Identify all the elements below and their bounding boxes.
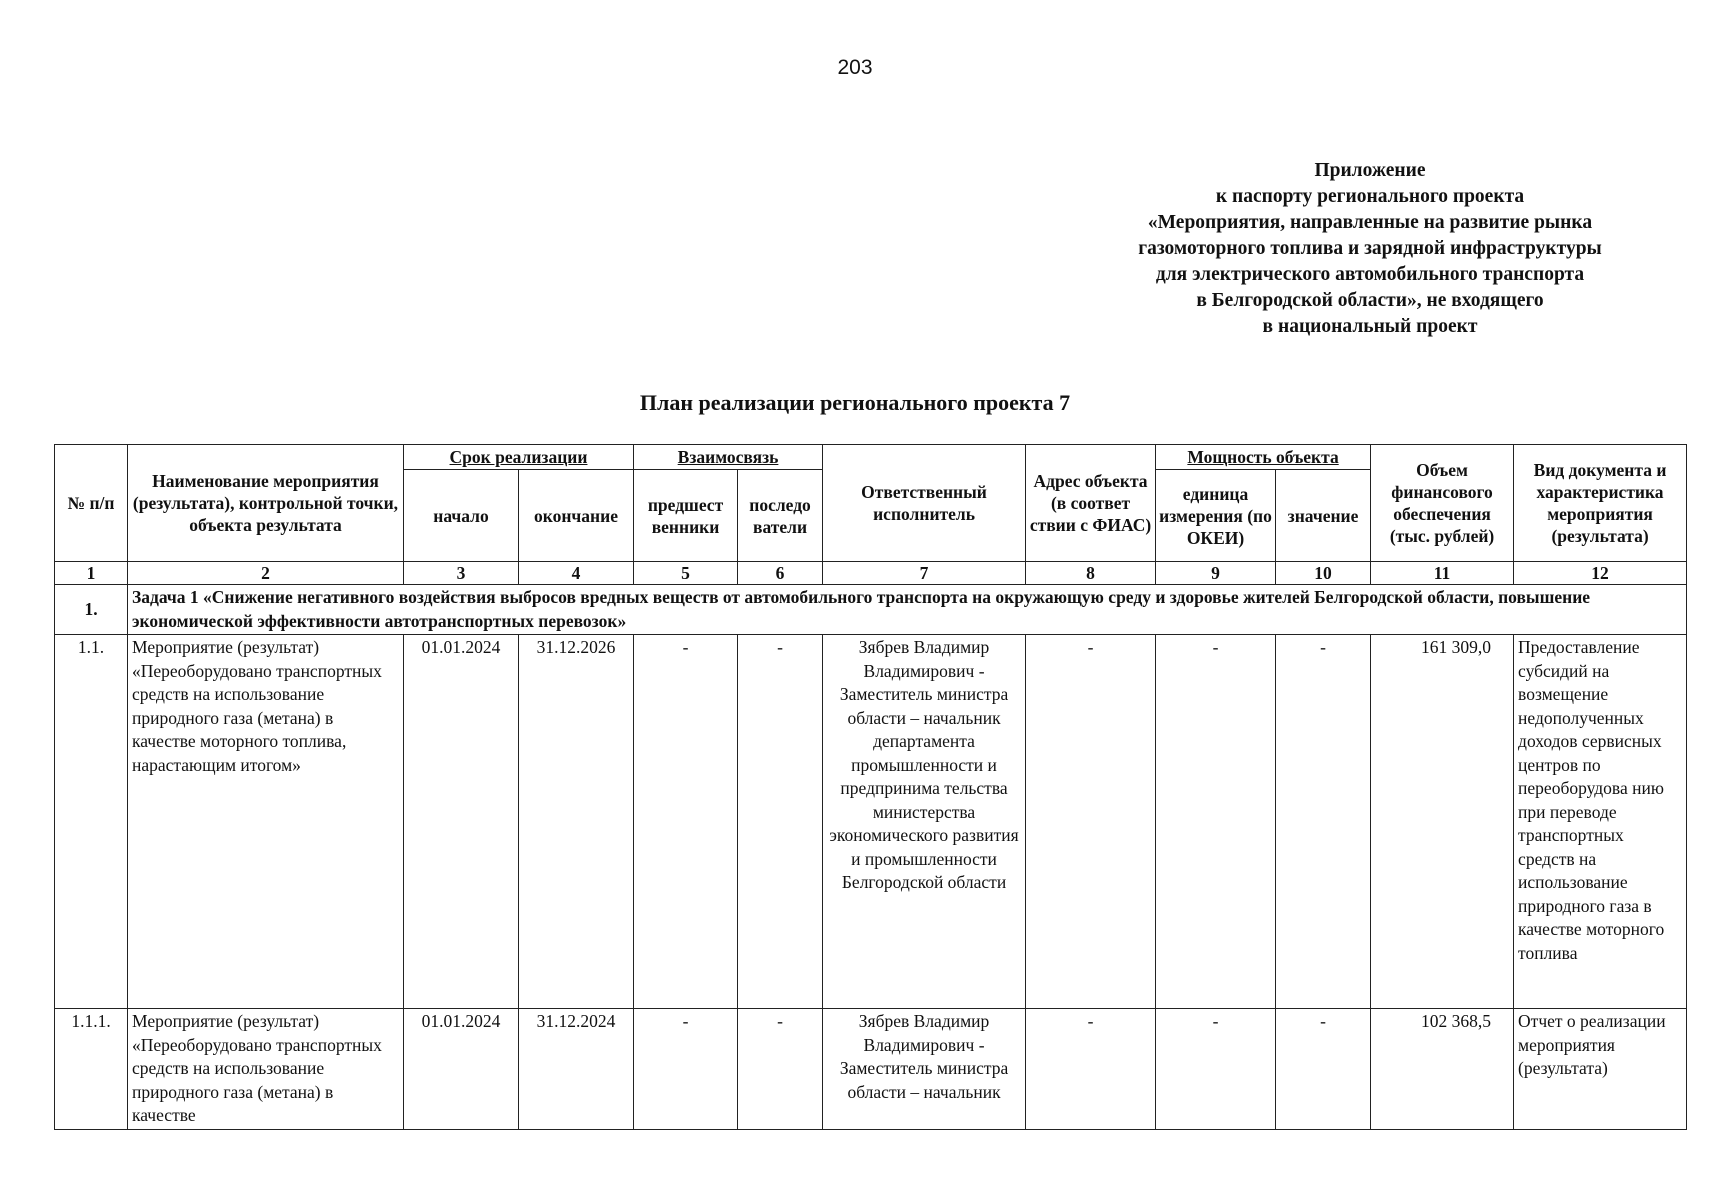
appendix-line: к паспорту регионального проекта: [1215, 186, 1525, 207]
row-value: -: [1276, 635, 1371, 1009]
column-number: 7: [823, 562, 1026, 585]
header-responsible: Ответственный исполнитель: [823, 445, 1026, 562]
column-number: 4: [519, 562, 634, 585]
header-end: окончание: [519, 470, 634, 562]
row-start-date: 01.01.2024: [404, 1009, 519, 1130]
row-unit: -: [1156, 1009, 1276, 1130]
row-unit: -: [1156, 635, 1276, 1009]
task-text: Задача 1 «Снижение негативного воздействия выбросов вредных веществ от автомобильного транспорта на окружающую среду и здоровье жителей Белгородской области, повышение экономической эффективности автотранспортных перевозок»: [128, 585, 1687, 635]
column-number: 12: [1514, 562, 1687, 585]
task-row: [55, 585, 1687, 635]
appendix-line: «Мероприятия, направленные на развитие рынка: [1147, 212, 1593, 233]
table-row: [55, 1009, 1687, 1130]
header-capacity-group: Мощность объекта: [1156, 445, 1371, 470]
header-unit: единица измерения (по ОКЕИ): [1156, 470, 1276, 562]
plan-title: План реализации регионального проекта 7: [639, 390, 1071, 415]
row-doc-type: Предоставление субсидий на возмещение недополученных доходов сервисных центров по переоборудова нию при переводе транспортных средств на использование природного газа в качестве моторного топлива: [1514, 635, 1687, 1009]
row-number: 1.1.1.: [55, 1009, 128, 1130]
row-predecessors: -: [634, 635, 738, 1009]
row-successors: -: [738, 635, 823, 1009]
header-start: начало: [404, 470, 519, 562]
column-number: 2: [128, 562, 404, 585]
header-num: № п/п: [55, 445, 128, 562]
row-predecessors: -: [634, 1009, 738, 1130]
column-number-row: [55, 562, 1687, 585]
row-address: -: [1026, 1009, 1156, 1130]
row-end-date: 31.12.2026: [519, 635, 634, 1009]
row-end-date: 31.12.2024: [519, 1009, 634, 1130]
column-number: 9: [1156, 562, 1276, 585]
header-term-group: Срок реализации: [404, 445, 634, 470]
column-number: 8: [1026, 562, 1156, 585]
row-name: Мероприятие (результат) «Переоборудовано транспортных средств на использование природного газа (метана) в качестве моторного топлива, нарастающим итогом»: [128, 635, 404, 1009]
header-value: значение: [1276, 470, 1371, 562]
row-value: -: [1276, 1009, 1371, 1130]
column-number: 10: [1276, 562, 1371, 585]
header-pred: предшест венники: [634, 470, 738, 562]
row-address: -: [1026, 635, 1156, 1009]
column-number: 5: [634, 562, 738, 585]
header-succ: последо ватели: [738, 470, 823, 562]
task-number: 1.: [55, 585, 128, 635]
row-successors: -: [738, 1009, 823, 1130]
header-address: Адрес объекта (в соответ ствии с ФИАС): [1026, 445, 1156, 562]
header-doc-type: Вид документа и характеристика мероприятия (результата): [1514, 445, 1687, 562]
row-finance: 102 368,5: [1371, 1009, 1514, 1130]
column-number: 1: [55, 562, 128, 585]
appendix-line: газомоторного топлива и зарядной инфраструктуры: [1138, 238, 1602, 259]
header-finance: Объем финансового обеспечения (тыс. рублей): [1371, 445, 1514, 562]
appendix-line: Приложение: [1314, 160, 1426, 181]
header-row: [55, 445, 1687, 470]
row-finance: 161 309,0: [1371, 635, 1514, 1009]
column-number: 6: [738, 562, 823, 585]
row-doc-type: Отчет о реализации мероприятия (результата): [1514, 1009, 1687, 1130]
row-responsible: Зябрев Владимир Владимирович - Заместитель министра области – начальник: [823, 1009, 1026, 1130]
row-number: 1.1.: [55, 635, 128, 1009]
row-start-date: 01.01.2024: [404, 635, 519, 1009]
header-name: Наименование мероприятия (результата), контрольной точки, объекта результата: [128, 445, 404, 562]
row-responsible: Зябрев Владимир Владимирович - Заместитель министра области – начальник департамента промышленности и предпринима тельства министерства экономического развития и промышленности Белгородской области: [823, 635, 1026, 1009]
appendix-line: в Белгородской области», не входящего: [1196, 290, 1544, 311]
appendix-line: для электрического автомобильного транспорта: [1155, 264, 1585, 285]
plan-table: [54, 444, 1687, 1130]
appendix-line: в национальный проект: [1262, 316, 1478, 337]
row-name: Мероприятие (результат) «Переоборудовано транспортных средств на использование природного газа (метана) в качестве: [128, 1009, 404, 1130]
column-number: 11: [1371, 562, 1514, 585]
appendix-header: [1070, 158, 1670, 340]
page-number: 203: [837, 56, 873, 79]
column-number: 3: [404, 562, 519, 585]
header-link-group: Взаимосвязь: [634, 445, 823, 470]
table-row: [55, 635, 1687, 1009]
